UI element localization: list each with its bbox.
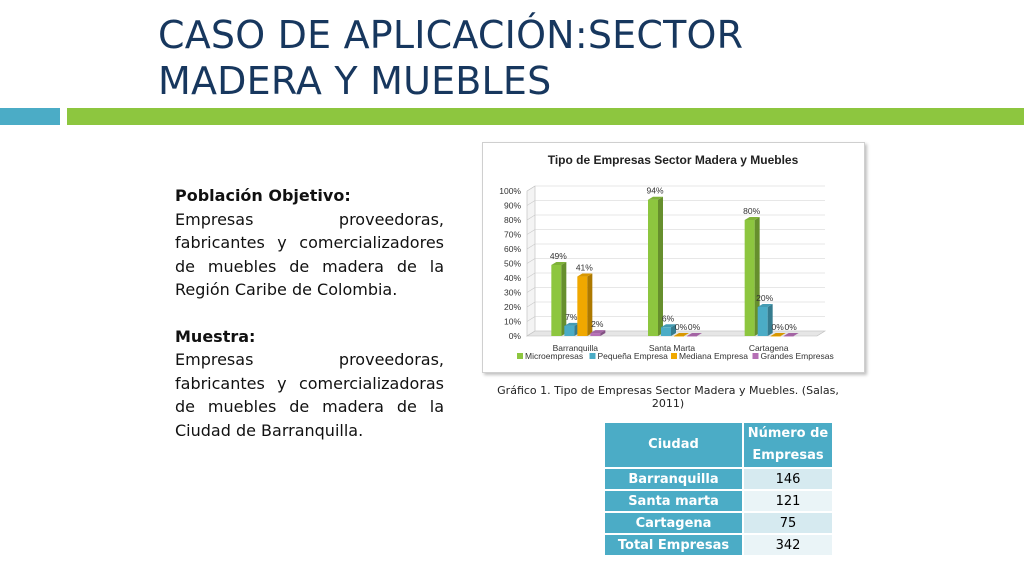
table-row — [604, 490, 833, 512]
y-tick-label: 90% — [503, 200, 521, 211]
y-tick-label: 100% — [499, 186, 521, 196]
poblacion-heading: Población Objetivo: — [175, 186, 351, 205]
muestra-heading: Muestra: — [175, 326, 256, 346]
bar — [687, 336, 697, 337]
slide-title — [158, 12, 858, 104]
row-city: Total Empresas — [604, 534, 743, 556]
data-label: 2% — [591, 319, 604, 330]
x-tick-label: Santa Marta — [648, 343, 696, 353]
bar — [648, 200, 658, 336]
row-count: 75 — [743, 512, 833, 534]
bar — [758, 307, 768, 336]
header-city: Ciudad — [604, 422, 743, 468]
legend-swatch — [517, 353, 523, 359]
muestra-body: Empresas proveedoras, fabricantes y comercializadoras de muebles de madera de la Ciudad de Barranquilla. — [175, 350, 444, 440]
bar — [674, 336, 684, 337]
legend-entry: Pequeña Empresa — [597, 351, 668, 361]
y-tick-label: 70% — [503, 229, 521, 240]
row-city: Barranquilla — [604, 468, 743, 490]
data-label: 0% — [784, 322, 797, 332]
legend-swatch — [671, 353, 677, 359]
data-label: 20% — [756, 293, 774, 303]
bar — [745, 220, 755, 336]
legend-swatch — [590, 353, 596, 359]
description-text — [175, 184, 444, 442]
legend-entry: Microempresas — [525, 351, 584, 361]
chart-container — [482, 142, 865, 373]
bar-side — [561, 262, 566, 336]
row-count: 146 — [743, 468, 833, 490]
y-tick-label: 40% — [503, 273, 521, 283]
header-count: Número de Empresas — [743, 422, 833, 468]
data-label: 0% — [687, 322, 701, 332]
data-label: 0% — [771, 322, 784, 332]
y-tick-label: 0% — [508, 331, 521, 341]
bar — [771, 336, 781, 337]
row-city: Cartagena — [604, 512, 743, 534]
bar — [577, 277, 587, 336]
bar — [661, 327, 671, 336]
companies-table — [603, 421, 834, 557]
x-tick-label: Cartagena — [748, 343, 789, 353]
table-row — [604, 534, 833, 556]
chart-title: Tipo de Empresas Sector Madera y Muebles — [547, 153, 799, 167]
bar-chart — [483, 143, 864, 372]
table-row — [604, 512, 833, 534]
data-label: 94% — [646, 185, 664, 196]
bar — [590, 333, 600, 336]
y-tick-label: 20% — [503, 302, 521, 312]
y-tick-label: 60% — [503, 244, 521, 254]
x-tick-label: Barranquilla — [552, 343, 599, 353]
y-tick-label: 50% — [503, 258, 521, 269]
row-count: 342 — [743, 534, 833, 556]
legend-entry: Mediana Empresa — [679, 351, 748, 361]
data-label: 49% — [549, 250, 567, 261]
bar — [564, 326, 574, 336]
legend-swatch — [753, 353, 759, 359]
y-tick-label: 80% — [503, 215, 521, 225]
title-line-1: CASO DE APLICACIÓN:SECTOR — [158, 13, 744, 57]
poblacion-body: Empresas proveedoras, fabricantes y comercializadores de muebles de madera de la Región Caribe de Colombia. — [175, 209, 444, 299]
table-row — [604, 468, 833, 490]
chart-caption: Gráfico 1. Tipo de Empresas Sector Madera y Muebles. (Salas, 2011) — [497, 384, 839, 410]
y-tick-label: 30% — [503, 287, 521, 298]
legend-entry: Grandes Empresas — [760, 351, 834, 361]
data-label: 6% — [661, 313, 675, 324]
data-label: 0% — [674, 322, 688, 332]
data-label: 7% — [565, 311, 578, 322]
row-count: 121 — [743, 490, 833, 512]
bar — [551, 265, 561, 336]
accent-bar-green — [67, 108, 1024, 125]
bar — [784, 336, 794, 337]
data-label: 41% — [575, 262, 593, 273]
accent-bar-blue — [0, 108, 60, 125]
row-city: Santa marta — [604, 490, 743, 512]
y-tick-label: 10% — [503, 316, 521, 327]
data-label: 80% — [743, 206, 761, 216]
title-line-2: MADERA Y MUEBLES — [158, 59, 552, 103]
